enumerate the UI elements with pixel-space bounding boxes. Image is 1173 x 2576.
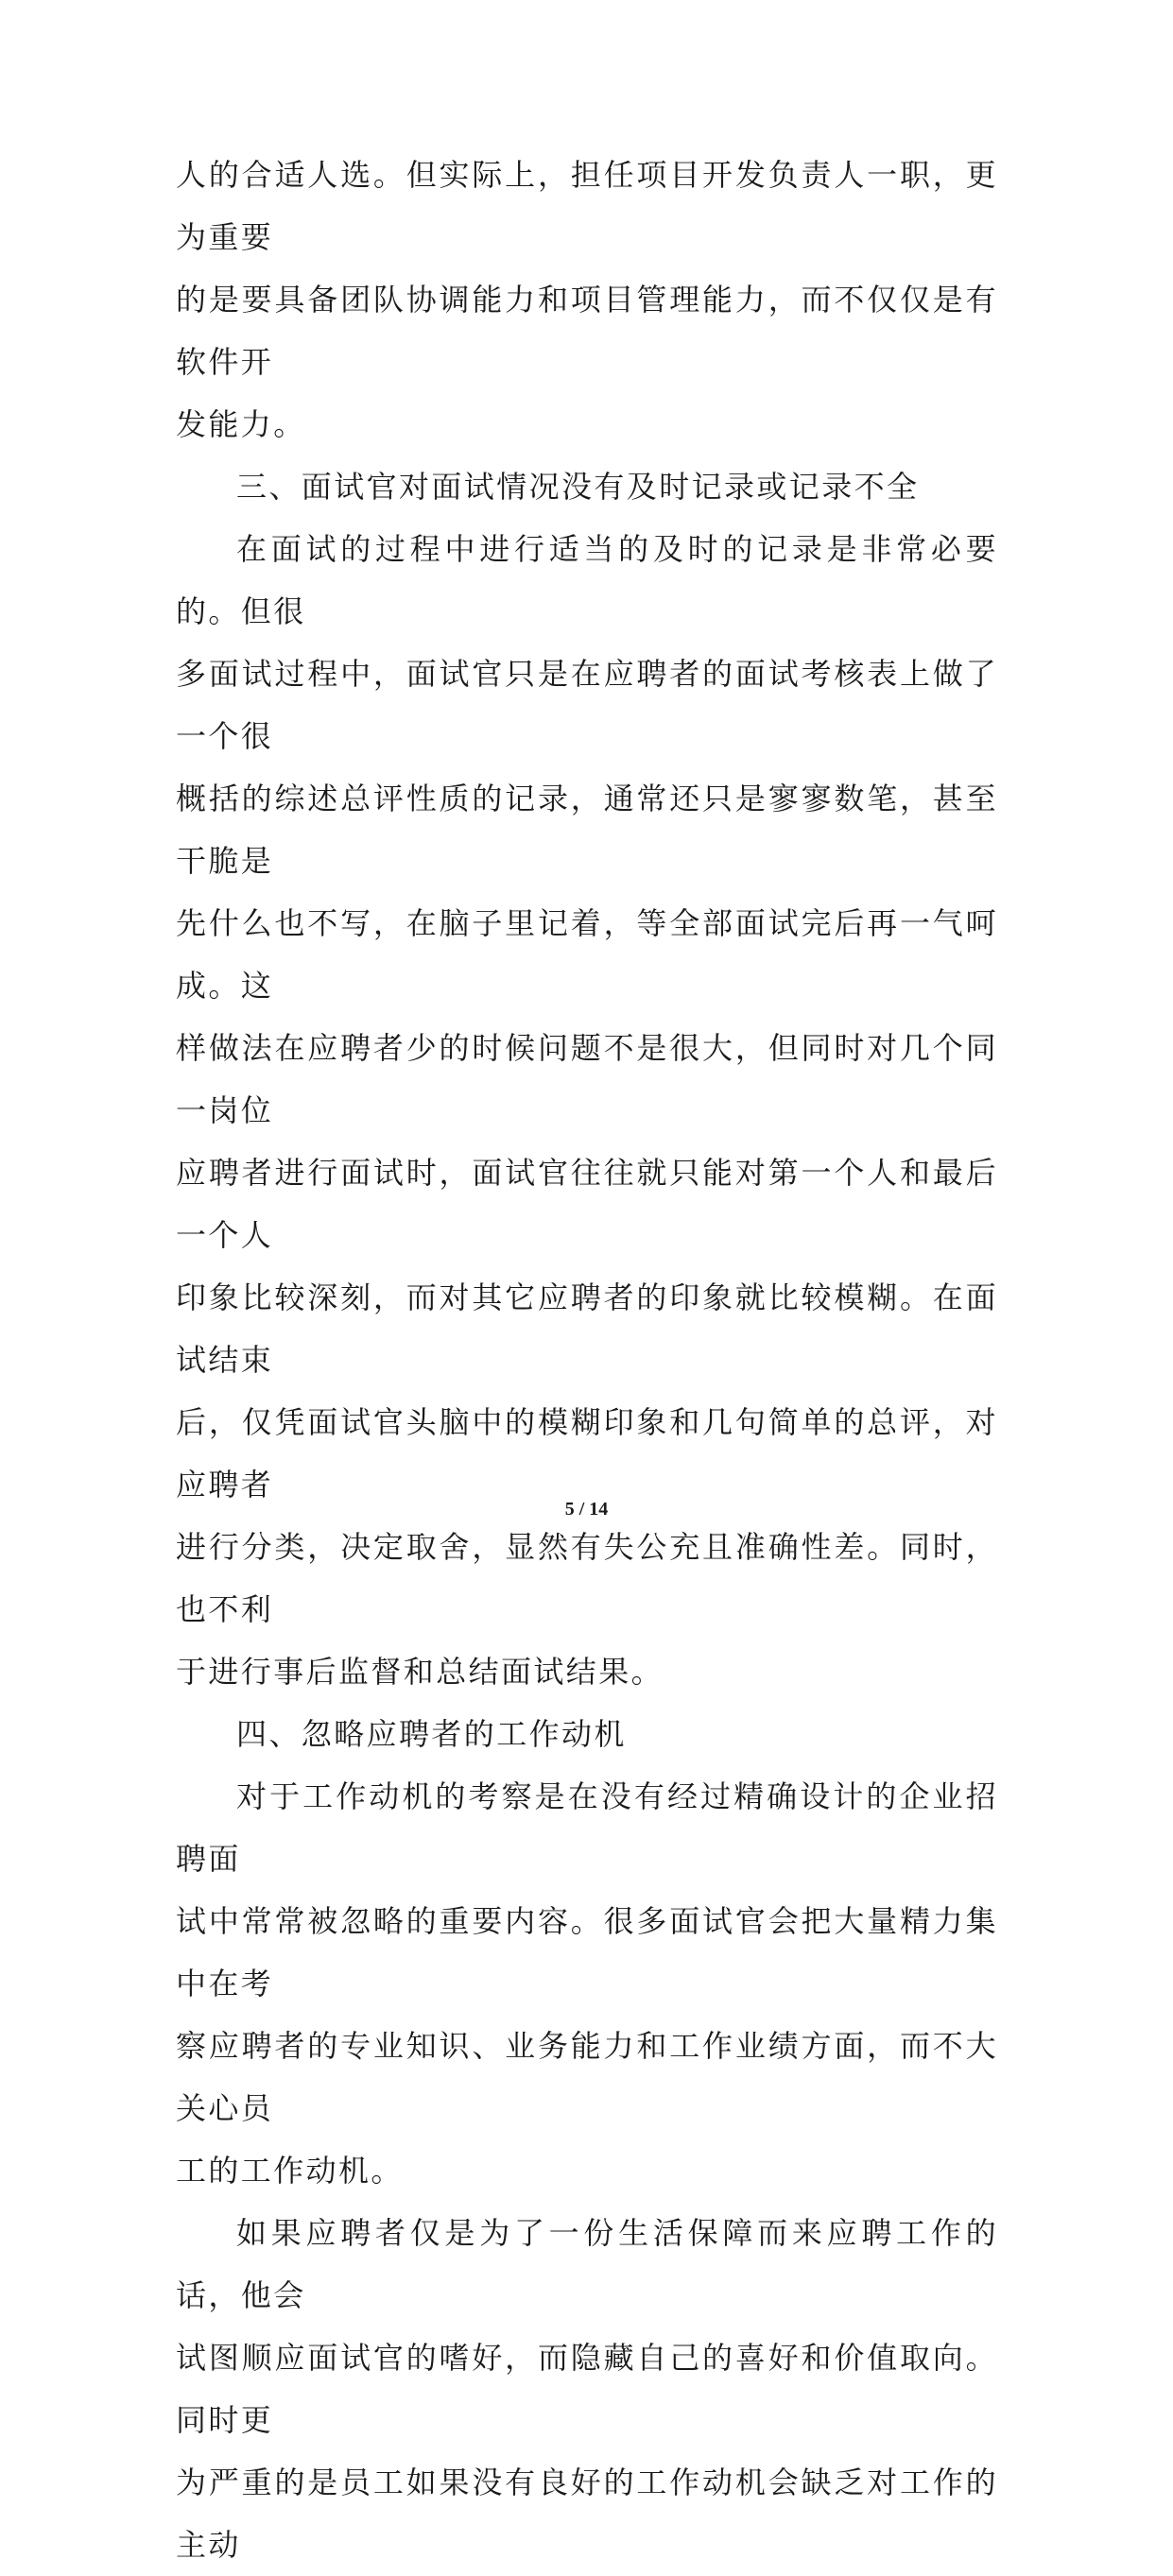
body-paragraph: 在面试的过程中进行适当的及时的记录是非常必要的。但很 多面试过程中，面试官只是在应聘者的面试考核表上做了一个很 概括的综述总评性质的记录，通常还只是寥寥数笔，甚至干脆是 先什么也不写，在脑子里记着，等全部面试完后再一气呵成。这 样做法在应聘者少的时候问题不是很大，但同时对几个同一岗位 应聘者进行面试时，面试官往往就只能对第一个人和最后一个人 印象比较深刻，而对其它应聘者的印象就比较模糊。在面试结束 后，仅凭面试官头脑中的模糊印象和几句简单的总评，对应聘者 进行分类，决定取舍，显然有失公充且准确性差。同时，也不利 于进行事后监督和总结面试结果。	[176, 531, 998, 1690]
body-paragraph: 人的合适人选。但实际上，担任项目开发负责人一职，更为重要 的是要具备团队协调能力和项目管理能力，而不仅仅是有软件开 发能力。	[176, 157, 998, 442]
body-paragraph: 对于工作动机的考察是在没有经过精确设计的企业招聘面 试中常常被忽略的重要内容。很多面试官会把大量精力集中在考 察应聘者的专业知识、业务能力和工作业绩方面，而不大关心员 工的工作动机。	[176, 1778, 998, 2189]
document-body	[176, 144, 998, 2576]
page-number: 5 / 14	[564, 1499, 609, 1520]
section-heading: 三、面试官对面试情况没有及时记录或记录不全	[236, 469, 920, 505]
body-paragraph: 如果应聘者仅是为了一份生活保障而来应聘工作的话，他会 试图顺应面试官的嗜好，而隐藏自己的喜好和价值取向。同时更 为严重的是员工如果没有良好的工作动机会缺乏对工作的主动	[176, 2215, 998, 2563]
section-heading: 四、忽略应聘者的工作动机	[236, 1716, 627, 1752]
